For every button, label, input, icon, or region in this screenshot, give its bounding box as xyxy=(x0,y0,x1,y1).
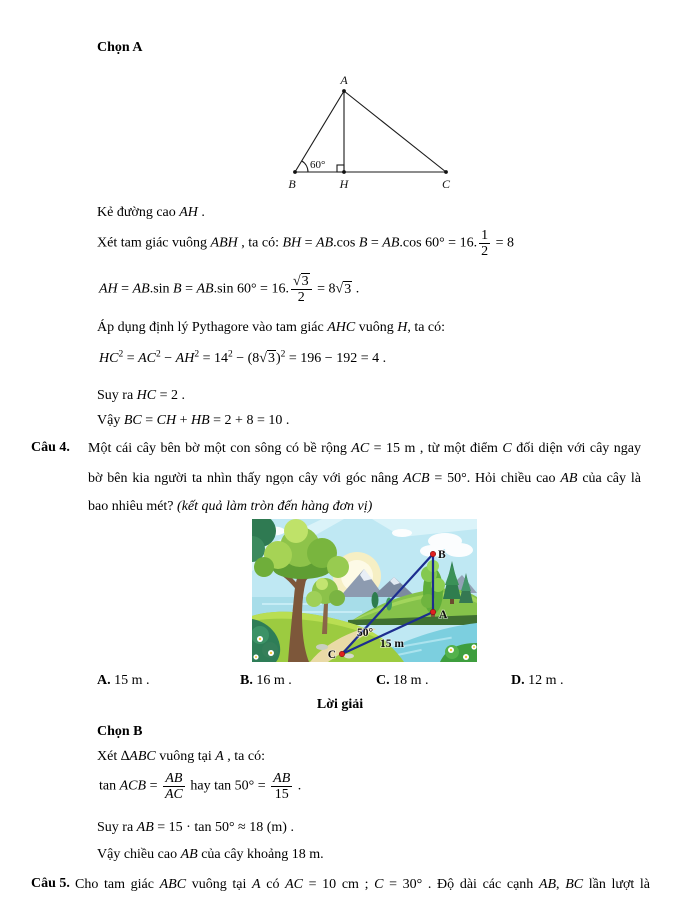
vertex-label-c: C xyxy=(441,177,451,191)
solution3-line-xet: Xét tam giác vuông ABH , ta có: BH = AB.cos B = AB.cos 60° = 16. $\frac{1}{2}$ = 8 xyxy=(97,228,514,259)
chon-b-heading: Chọn B xyxy=(97,724,143,739)
river-illustration xyxy=(252,519,477,662)
triangle-diagram xyxy=(283,70,455,194)
vertex-label-b: B xyxy=(288,177,296,191)
answer-option-b xyxy=(240,671,292,691)
answer-b-text: 16 m . xyxy=(256,673,292,688)
cau4-question-line3: bao nhiêu mét? (kết quả làm tròn đến hàng đơn vị) xyxy=(88,499,373,514)
cau4-question-line2: bờ bên kia người ta nhìn thấy ngọn cây với góc nâng ACB = 50°. Hỏi chiều cao AB của cây là xyxy=(88,471,641,486)
angle-50-label: 50° xyxy=(357,627,374,639)
answer-option-d xyxy=(511,671,564,691)
solution3-line-vay: Vậy BC = CH + HB = 2 + 8 = 10 . xyxy=(97,413,290,428)
cau4-sol-vay: Vậy chiều cao AB của cây khoảng 18 m. xyxy=(97,847,324,862)
answer-option-a xyxy=(97,671,150,691)
loi-giai-heading: Lời giải xyxy=(316,697,364,712)
point-label-a: A xyxy=(439,609,448,621)
answer-c-label: C. xyxy=(376,673,390,688)
cau4-sol-tan: tan ACB = $\frac{AB}{AC}$ hay tan 50° = $\frac{AB}{15}$ . xyxy=(99,771,302,802)
solution3-line-hc2: $HC^2 = AC^2 - AH^2 = 14^2 - (8√3)^2 = 196 - 192 = 4$ . xyxy=(99,349,387,366)
cau4-sol-xet: Xét ∆ABC vuông tại A , ta có: xyxy=(97,749,266,764)
point-label-b: B xyxy=(438,549,446,561)
answer-a-label: A. xyxy=(97,673,111,688)
answer-d-label: D. xyxy=(511,673,525,688)
answer-d-text: 12 m . xyxy=(528,673,564,688)
cau5-question-line1: Cho tam giác ABC vuông tại A có AC = 10 cm ; C = 30° . Độ dài các cạnh AB, BC lần lượt là xyxy=(75,877,651,892)
cau4-number: Câu 4. xyxy=(31,440,70,455)
cau4-sol-suyra: Suy ra AB = 15 · tan 50° ≈ 18 (m) . xyxy=(97,820,294,835)
answer-c-text: 18 m . xyxy=(393,673,429,688)
distance-15m-label: 15 m xyxy=(380,638,404,650)
vertex-label-a: A xyxy=(340,73,348,87)
chon-a-heading: Chọn A xyxy=(97,40,143,55)
answer-b-label: B. xyxy=(240,673,253,688)
vertex-labels xyxy=(288,73,451,191)
answer-a-text: 15 m . xyxy=(114,673,150,688)
angle-arc xyxy=(302,161,308,172)
angle-60-label: 60° xyxy=(310,159,326,171)
cau5-number: Câu 5. xyxy=(31,876,70,891)
point-label-c: C xyxy=(327,649,336,661)
vertex-label-h: H xyxy=(339,177,349,191)
solution3-line-apdung: Áp dụng định lý Pythagore vào tam giác AHC vuông H, ta có: xyxy=(97,320,446,335)
cau4-question-line1: Một cái cây bên bờ một con sông có bề rộng AC = 15 m , từ một điểm C đối diện với cây ngay xyxy=(88,441,641,456)
solution3-line-ah: AH = AB.sin B = AB.sin 60° = 16. $\frac{√3}{2}$ = 8√3 . xyxy=(99,274,360,305)
solution3-line-suyra: Suy ra HC = 2 . xyxy=(97,388,186,403)
solution3-line-ke: Kẻ đường cao AH . xyxy=(97,205,205,220)
answer-option-c xyxy=(376,671,429,691)
